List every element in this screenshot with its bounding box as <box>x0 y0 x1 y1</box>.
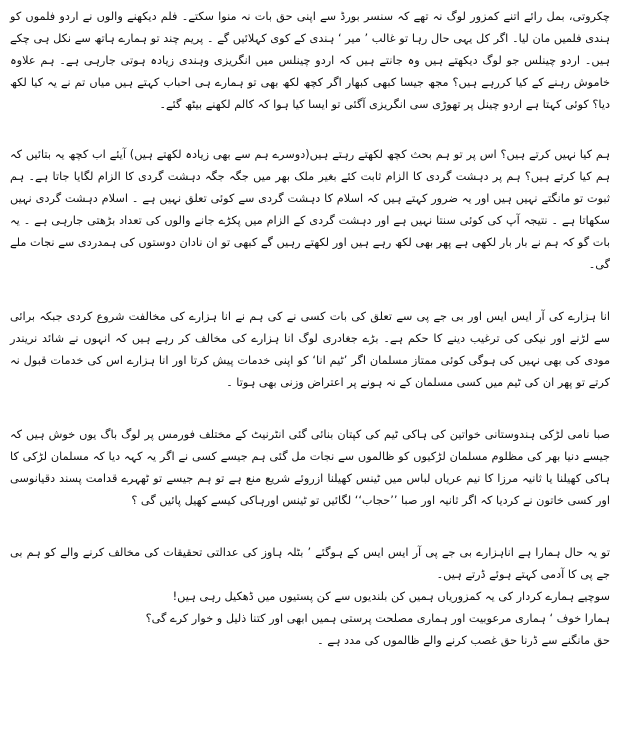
paragraph-4: صبا نامی لڑکی ہندوستانی خواتین کی ہاکی ٹیم کی کپتان بنائی گئی انٹرنیٹ کے مختلف فورمس پر لوگ باگ یوں خوش ہیں کہ جیسے دنیا بھر کی مظلوم مسلمان لڑکیوں کو ظالموں سے نجات مل گئی ہم جیسے کسی نے اگر یہ کہہ دیا کہ مسلمان لڑکی کا ہاکی کھیلنا یا ثانیہ مرزا کا نیم عریاں لباس میں ٹینس کھیلنا ازروئے شریع منع ہے تو ہم جیسے تو ٹھہرے قدامت پسند دقیانوسی اور کسی خاتون نے کردیا کہ اگر ثانیہ اور صبا ’’حجاب‘‘ لگائیں تو ٹینس اورہاکی کیسے کھیل پائیں گی ؟ <box>10 428 610 507</box>
paragraph-3: انا ہزارے کی آر ایس ایس اور بی جے پی سے تعلق کی بات کسی نے کی ہم نے انا ہزارے کی مخالفت شروع کردی جبکہ برائی سے لڑنے اور نیکی کی ترغیب دینے کا حکم ہے۔ بڑے جغادری لوگ انا ہزارے کی مخالف کر رہے ہیں کہ انہوں نے شائد نریندر مودی کی بھی نہیں کی ہوگی کوئی ممتاز مسلمان اگر ’ٹیم انا‘ کو اپنی خدمات پیش کرتا اور انا ہزارے اس کی خدمات قبول نہ کرتے تو پھر ان کی ٹیم میں کسی مسلمان کے نہ ہونے پر اعتراض وزنی بھی ہوتا ۔ <box>10 310 610 389</box>
paragraph-gap <box>10 276 610 306</box>
paragraph-gap <box>10 116 610 144</box>
paragraph-gap <box>10 394 610 424</box>
paragraph-gap <box>10 512 610 542</box>
closing-line-2: سوچیے ہمارے کردار کی یہ کمزوریاں ہمیں کن بلندیوں سے کن پستیوں میں ڈھکیل رہی ہیں! <box>172 590 610 603</box>
paragraph-2: ہم کیا نہیں کرتے ہیں؟ اس پر تو ہم بحث کچھ لکھتے رہتے ہیں(دوسرے ہم سے بھی زیادہ لکھتے ہیں) آیئے اب کچھ یہ بتائیں کہ ہم کیا کرتے ہیں؟ ہم پر دہشت گردی کا الزام ثابت کئے بغیر ملک بھر میں جگہ جگہ دہشت گردی کا الزام لگایا جاتا ہے۔ ہم ثبوت تو مانگتے نہیں ہیں اور یہ ضرور کہتے ہیں کہ اسلام کا دہشت گردی سے کوئی تعلق نہیں ہے ۔ اسلام دہشت گردی نہیں سکھاتا ہے ۔ نتیجہ آپ کی کوئی سنتا نہیں ہے اور دہشت گردی کے الزام میں پکڑے جانے والوں کی تعداد بڑھتی جارہی ہے ۔ یہ بات گو کہ ہم نے بار بار لکھی ہے پھر بھی لکھ رہے ہیں اور لکھتے رہیں گے کبھی تو ان نادان دوستوں کی ہمدردی سے نجات ملے گی۔ <box>10 148 610 271</box>
paragraph-1: چکروتی، بمل رائے اتنے کمزور لوگ نہ تھے کہ سنسر بورڈ سے اپنی حق بات نہ منوا سکتے۔ فلم دیکھنے والوں نے اردو فلموں کو ہندی فلمیں مان لیا۔ اگر کل یہی حال رہا تو غالب ’ میر ‘ ہندی کے کوی کہلائیں گے ۔ پریم چند تو ہمارے ہاتھ سے نکل ہی چکے ہیں۔ اردو چینلس جو لوگ دیکھتے ہیں وہ جانتے ہیں کہ اردو چینلس میں انگریزی وہندی زیادہ ہوتی جارہی ہے۔ ہم علاوہ خاموش رہنے کے کیا کررہے ہیں؟ مجھ جیسا کبھی کبھار اگر کچھ لکھ بھی تو ہمارے ہی احباب کہتے ہیں میاں تم نے یہ کیا لکھ دیا؟ کوئی کہتا ہے اردو چینل پر تھوڑی سی انگریزی آگئی تو ایسا کیا ہوا کہ کالم لکھنے بیٹھ گئے۔ <box>10 10 610 111</box>
closing-line-1: تو یہ حال ہمارا ہے اناہزارے بی جے پی آر ایس ایس کے ہوگئے ’ بٹلہ ہاوز کی عدالتی تحقیقات کی مخالف کرنے والے کو ہم بی جے پی کا آدمی کہتے ہوئے ڈرتے ہیں۔ <box>10 546 610 581</box>
closing-line-4: حق مانگنے سے ڈرنا حق غصب کرنے والے ظالموں کی مدد ہے ۔ <box>317 634 610 647</box>
closing-section <box>10 542 610 652</box>
closing-line-3: ہمارا خوف ‘ ہماری مرعوبیت اور ہماری مصلحت پرستی ہمیں ابھی اور کتنا ذلیل و خوار کرے گی؟ <box>145 612 610 625</box>
